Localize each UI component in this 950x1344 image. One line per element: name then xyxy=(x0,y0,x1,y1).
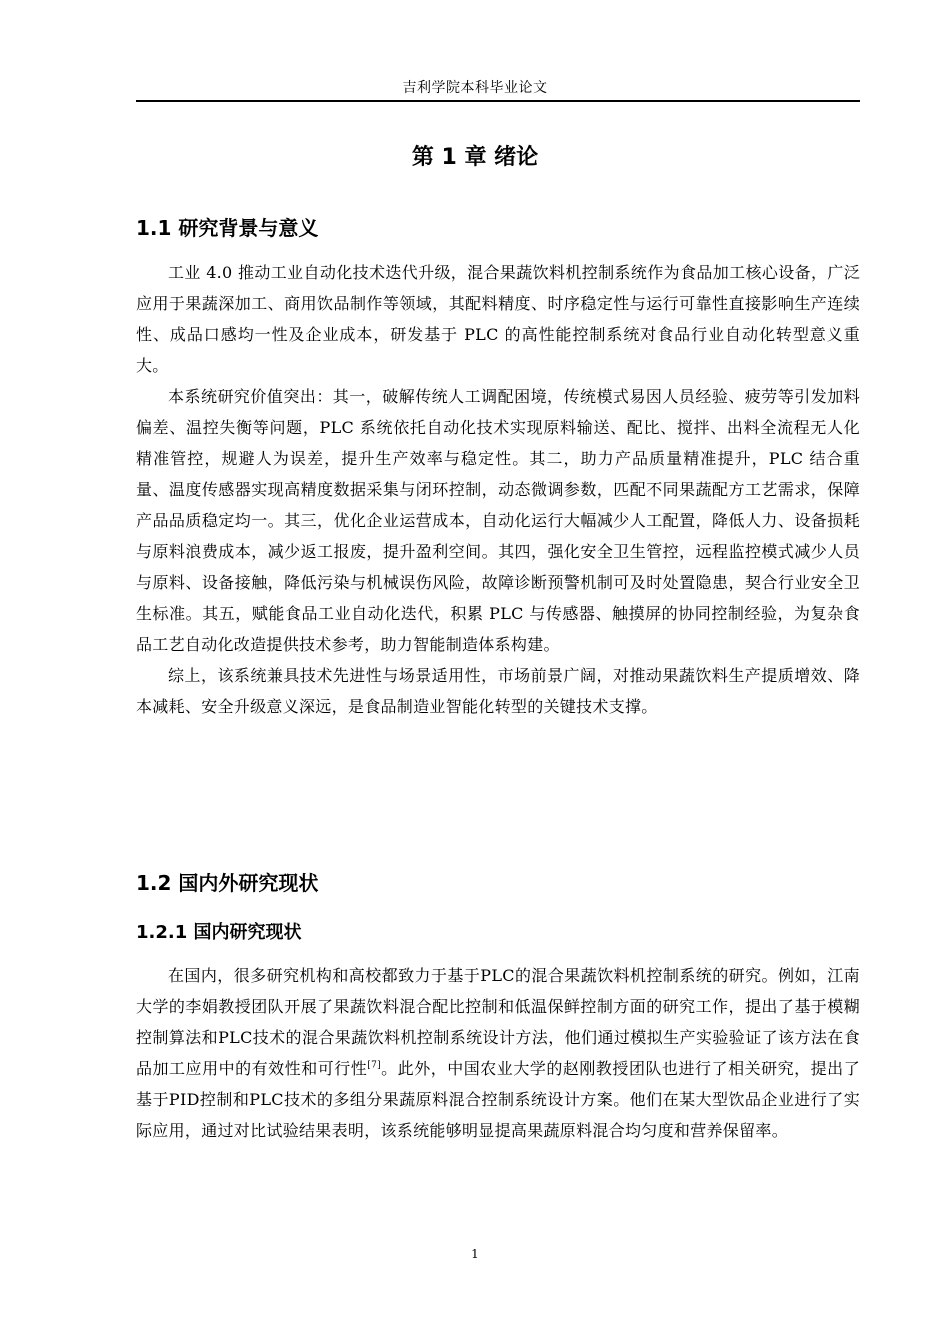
header-divider xyxy=(136,100,860,102)
page-number: 1 xyxy=(471,1247,479,1261)
section-title-1-1: 1.1 研究背景与意义 xyxy=(136,216,319,240)
paragraph-text: 。此外，中国农业大学的赵刚教授团队也进行了相关研究，提出了基于PID控制和PLC技术的多组分果蔬原料混合控制系统设计方案。他们在某大型饮品企业进行了实际应用，通过对比试验结果表明，该系统能够明显提高果蔬原料混合均匀度和营养保留率。 xyxy=(136,1059,861,1140)
running-header: 吉利学院本科毕业论文 xyxy=(402,80,548,96)
body-paragraph: 本系统研究价值突出：其一，破解传统人工调配困境，传统模式易因人员经验、疲劳等引发加料偏差、温控失衡等问题，PLC 系统依托自动化技术实现原料输送、配比、搅拌、出料全流程无人化精准管控，规避人为误差，提升生产效率与稳定性。其二，助力产品质量精准提升，PLC 结合重量、温度传感器实现高精度数据采集与闭环控制，动态微调参数，匹配不同果蔬配方工艺需求，保障产品品质稳定均一。其三，优化企业运营成本，自动化运行大幅减少人工配置，降低人力、设备损耗与原料浪费成本，减少返工报废，提升盈利空间。其四，强化安全卫生管控，远程监控模式减少人员与原料、设备接触，降低污染与机械误伤风险，故障诊断预警机制可及时处置隐患，契合行业安全卫生标准。其五，赋能食品工业自动化迭代，积累 PLC 与传感器、触摸屏的协同控制经验，为复杂食品工艺自动化改造提供技术参考，助力智能制造体系构建。 xyxy=(136,387,860,654)
chapter-title: 第 1 章 绪论 xyxy=(411,145,539,170)
body-paragraph: 综上，该系统兼具技术先进性与场景适用性，市场前景广阔，对推动果蔬饮料生产提质增效、降本减耗、安全升级意义深远，是食品制造业智能化转型的关键技术支撑。 xyxy=(136,666,860,716)
subsection-1-2-1-body xyxy=(136,960,860,1146)
body-paragraph: 工业 4.0 推动工业自动化技术迭代升级，混合果蔬饮料机控制系统作为食品加工核心设备，广泛应用于果蔬深加工、商用饮品制作等领域，其配料精度、时序稳定性与运行可靠性直接影响生产连续性、成品口感均一性及企业成本，研发基于 PLC 的高性能控制系统对食品行业自动化转型意义重大。 xyxy=(136,263,860,375)
section-title-1-2: 1.2 国内外研究现状 xyxy=(136,871,319,895)
citation-mark[interactable]: [7] xyxy=(367,1060,381,1071)
subsection-title-1-2-1: 1.2.1 国内研究现状 xyxy=(136,922,302,943)
paragraph-text: 在国内，很多研究机构和高校都致力于基于PLC的混合果蔬饮料机控制系统的研究。例如，江南大学的李娟教授团队开展了果蔬饮料混合配比控制和低温保鲜控制方面的研究工作，提出了基于模糊控制算法和PLC技术的混合果蔬饮料机控制系统设计方法，他们通过模拟生产实验验证了该方法在食品加工应用中的有效性和可行性 xyxy=(136,966,860,1078)
section-1-1-body xyxy=(136,257,860,722)
body-paragraph xyxy=(136,960,860,1146)
